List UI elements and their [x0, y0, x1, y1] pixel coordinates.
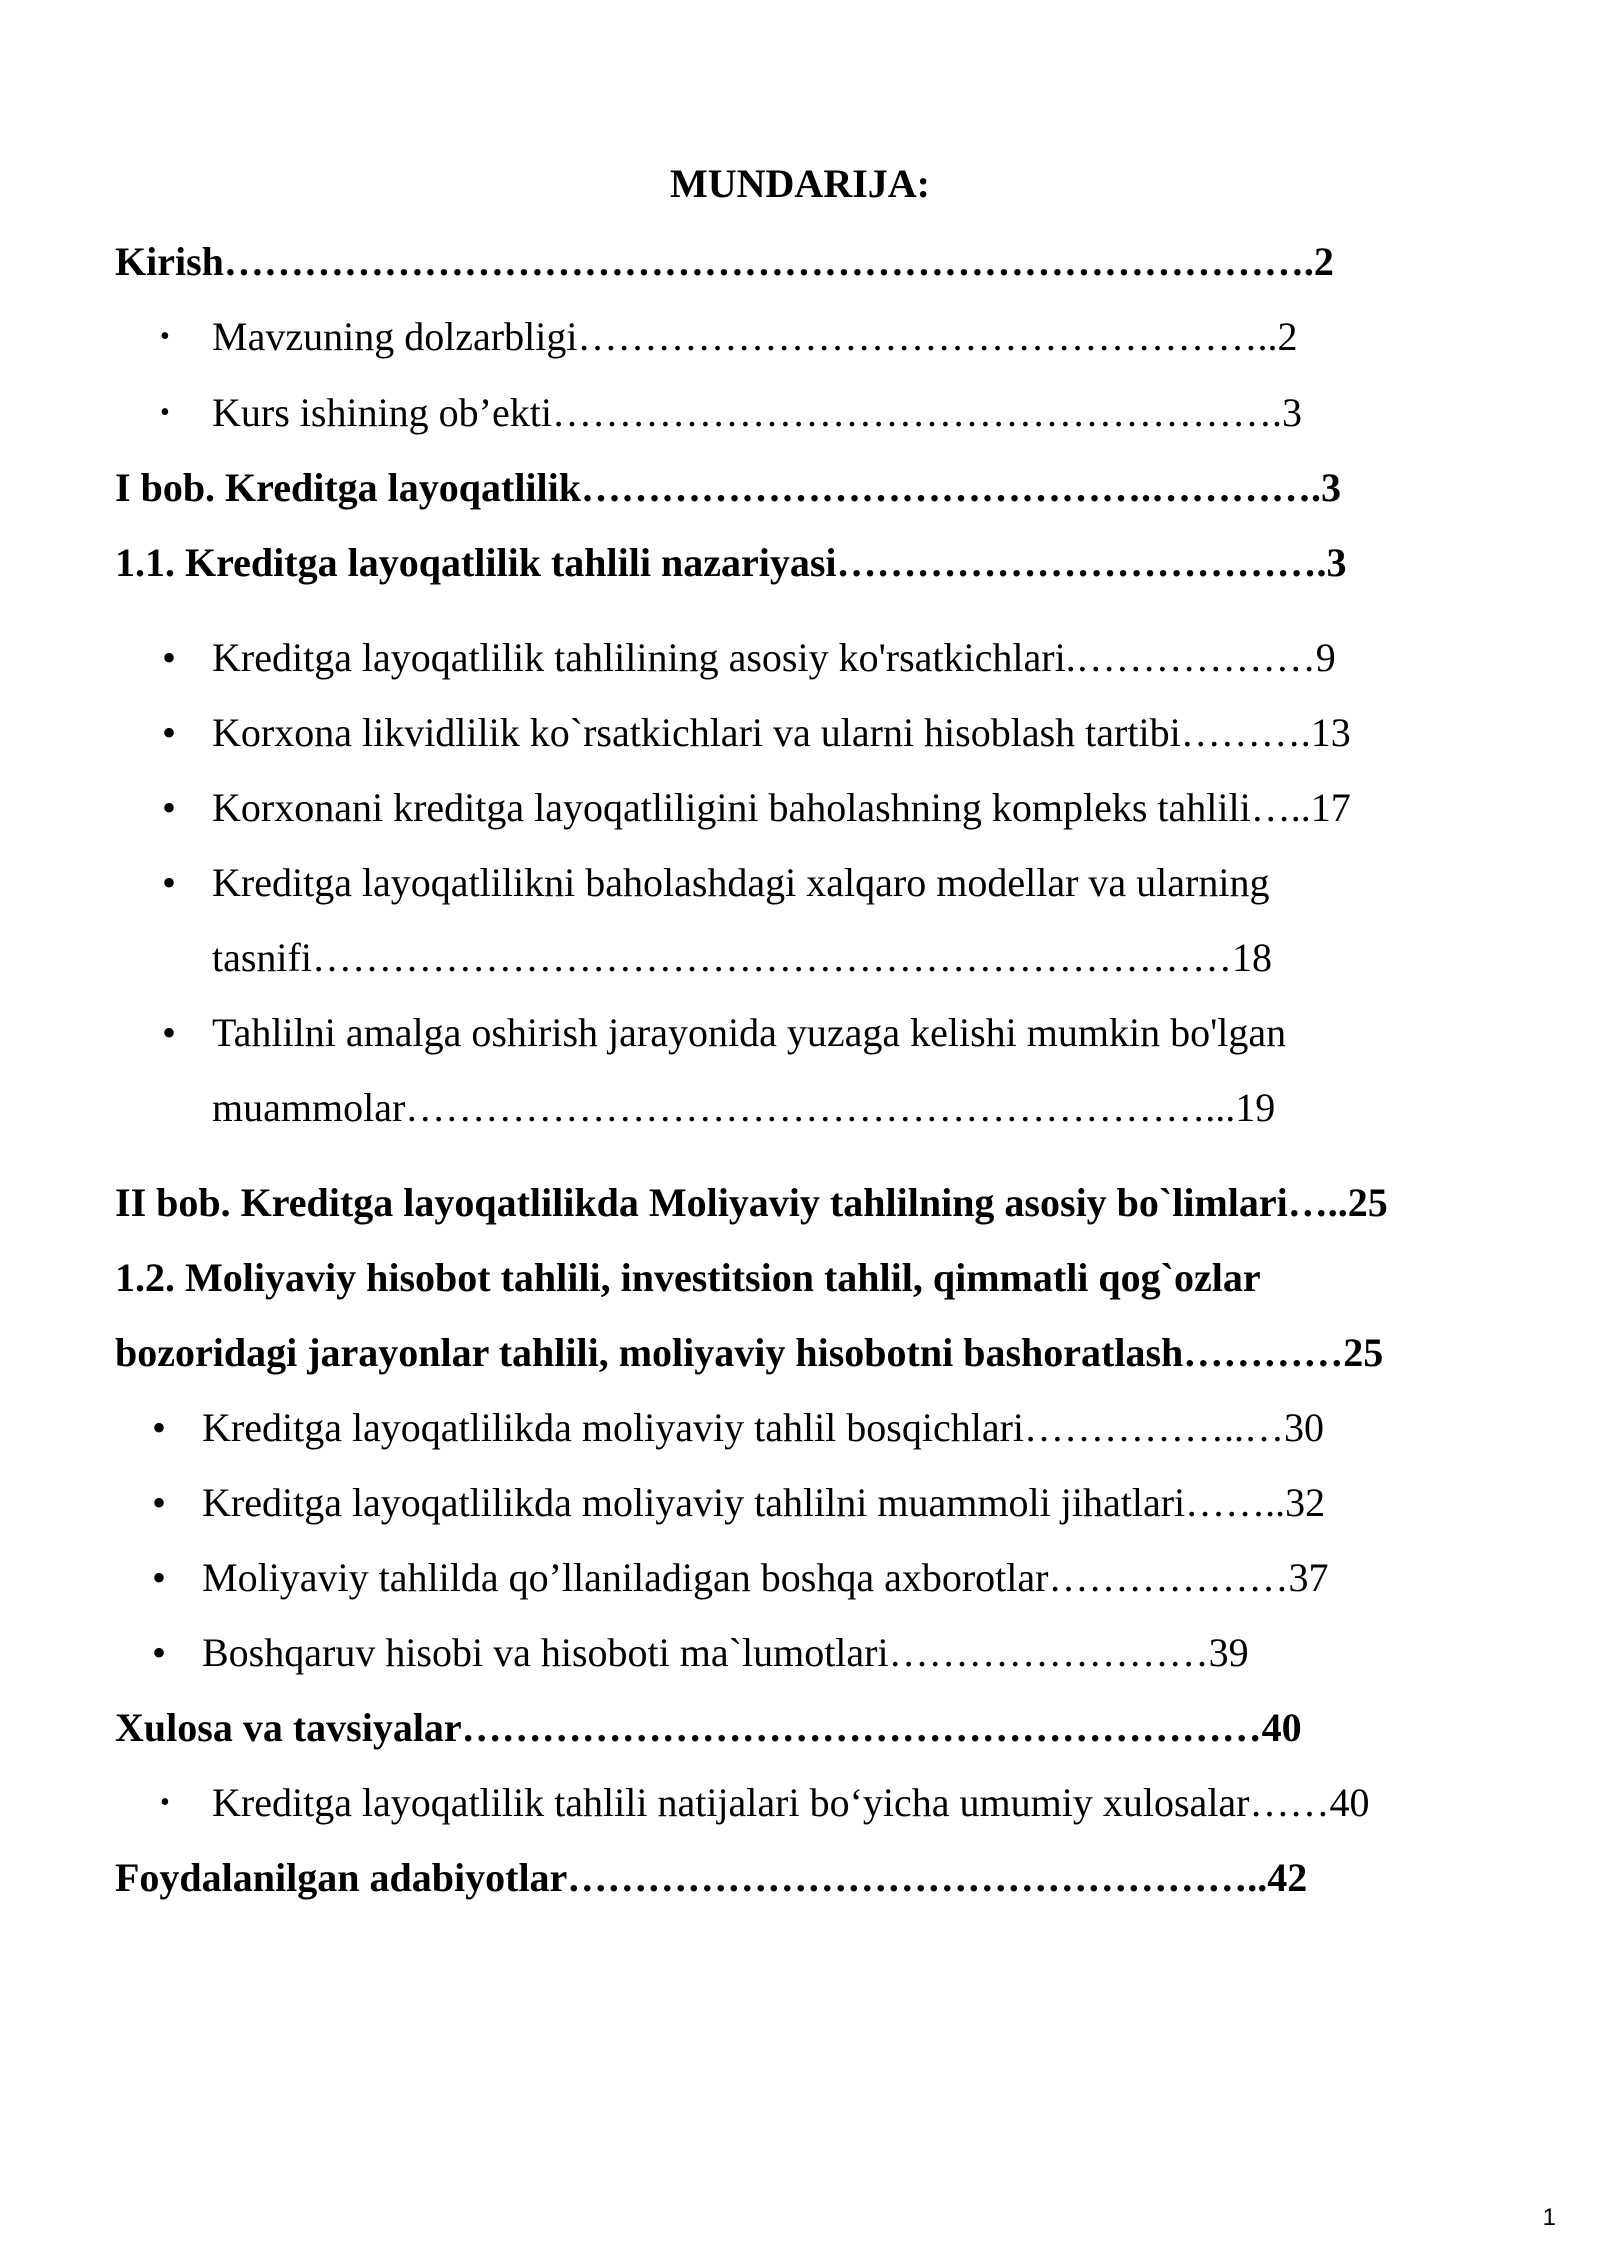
toc-entry-umumiy-xulosalar: Kreditga layoqatlilik tahlili natijalari bo‘yicha umumiy xulosalar……40	[212, 1780, 1370, 1825]
toc-entry-ii-bob: II bob. Kreditga layoqatlilikda Moliyaviy tahlilning asosiy bo`limlari…..25	[115, 1180, 1388, 1225]
bullet-icon: •	[152, 1555, 167, 1600]
bullet-icon: •	[152, 1480, 167, 1525]
bullet-icon: •	[152, 1630, 167, 1675]
bullet-icon: •	[162, 710, 177, 755]
toc-entry-boshqaruv-hisobi: Boshqaruv hisobi va hisoboti ma`lumotlari……………………39	[202, 1630, 1249, 1675]
toc-entry-1-1: 1.1. Kreditga layoqatlilik tahlili nazariyasi……………………………….3	[115, 540, 1347, 585]
toc-entry-muammolar-cont: muammolar……………………………………………………...19	[212, 1085, 1276, 1130]
toc-entry-muammoli-jihatlari: Kreditga layoqatlilikda moliyaviy tahlilni muammoli jihatlari……..32	[202, 1480, 1326, 1525]
bullet-icon: •	[160, 321, 170, 352]
bullet-icon: •	[160, 1787, 170, 1818]
bullet-icon: •	[152, 1405, 167, 1450]
toc-entry-i-bob: I bob. Kreditga layoqatlilik…………………………………….………….3	[115, 465, 1342, 510]
toc-entry-1-2-cont: bozoridagi jarayonlar tahlili, moliyaviy hisobotni bashoratlash…………25	[115, 1330, 1384, 1375]
toc-entry-asosiy-korsatkichlari: Kreditga layoqatlilik tahlilining asosiy ko'rsatkichlari.………………9	[212, 635, 1336, 680]
toc-entry-1-2: 1.2. Moliyaviy hisobot tahlili, investitsion tahlil, qimmatli qog`ozlar	[115, 1255, 1261, 1300]
bullet-icon: •	[162, 635, 177, 680]
bullet-icon: •	[162, 785, 177, 830]
toc-entry-xalqaro-modellar-cont: tasnifi……………………………………………………………18	[212, 935, 1272, 980]
toc-entry-likvidlilik: Korxona likvidlilik ko`rsatkichlari va ularni hisoblash tartibi……….13	[212, 710, 1351, 755]
toc-entry-xalqaro-modellar: Kreditga layoqatlilikni baholashdagi xalqaro modellar va ularning	[212, 860, 1270, 905]
toc-entry-muammolar: Tahlilni amalga oshirish jarayonida yuzaga kelishi mumkin bo'lgan	[212, 1010, 1287, 1055]
toc-entry-kompleks-tahlili: Korxonani kreditga layoqatliligini baholashning kompleks tahlili…..17	[212, 785, 1351, 830]
toc-title: MUNDARIJA:	[670, 161, 930, 206]
toc-entry-tahlil-bosqichlari: Kreditga layoqatlilikda moliyaviy tahlil bosqichlari……………..…30	[202, 1405, 1325, 1450]
bullet-icon: •	[162, 860, 177, 905]
toc-entry-kirish: Kirish……………………………………………………………………….2	[115, 239, 1334, 284]
toc-entry-kurs-ishining-obekti: Kurs ishining ob’ekti……………………………………………….3	[212, 390, 1302, 435]
toc-entry-boshqa-axborotlar: Moliyaviy tahlilda qo’llaniladigan boshqa axborotlar………………37	[202, 1555, 1329, 1600]
page-number: 1	[1542, 2204, 1556, 2231]
bullet-icon: •	[162, 1010, 177, 1055]
toc-entry-xulosa: Xulosa va tavsiyalar……………………………………………………40	[115, 1705, 1302, 1750]
toc-entry-adabiyotlar: Foydalanilgan adabiyotlar……………………………………………..42	[115, 1855, 1308, 1900]
bullet-icon: •	[160, 397, 170, 428]
toc-entry-mavzuning-dolzarbligi: Mavzuning dolzarbligi……………………………………………..2	[212, 314, 1298, 359]
